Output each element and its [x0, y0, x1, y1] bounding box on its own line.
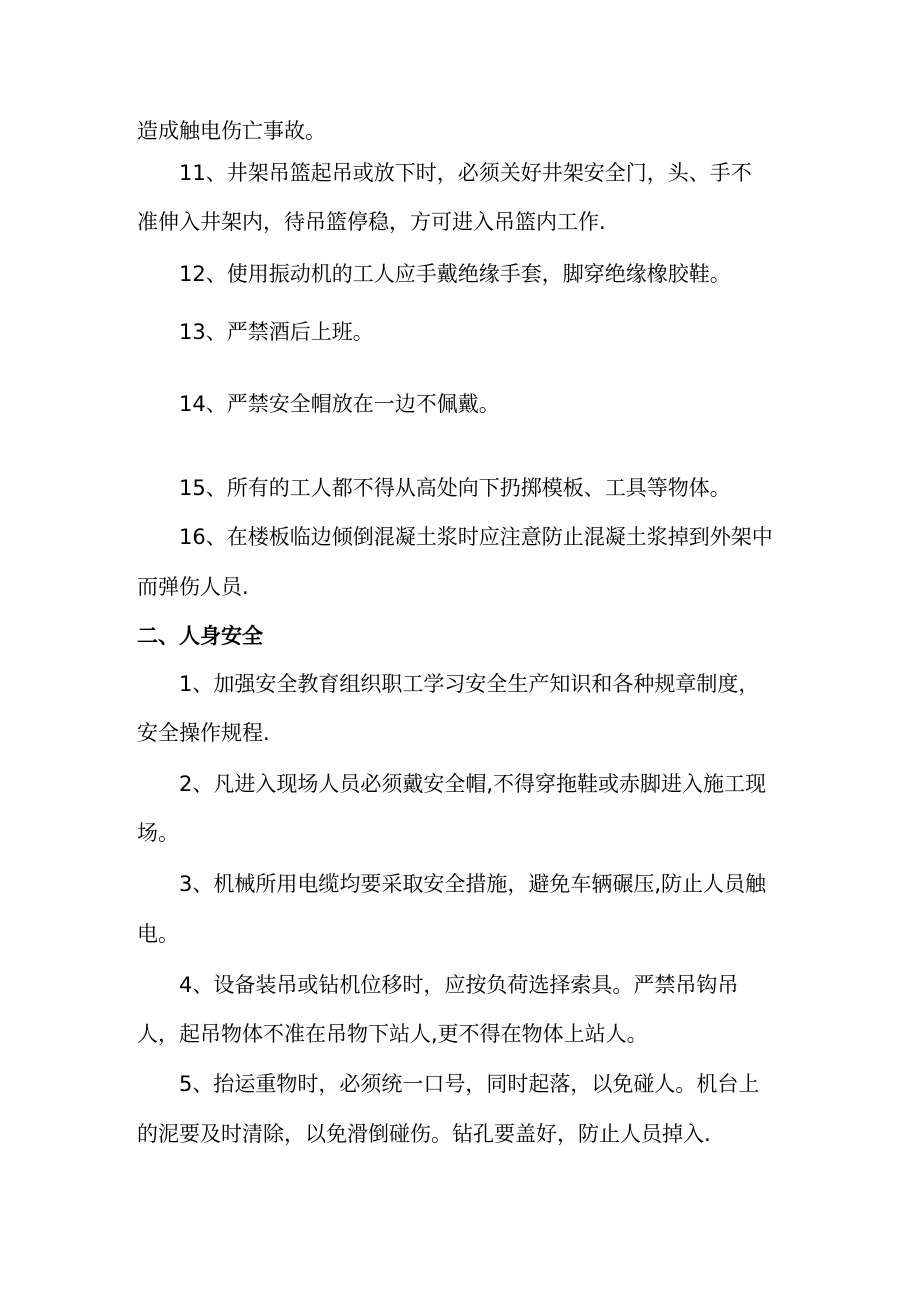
- text-line: 4、设备装吊或钻机位移时，应按负荷选择索具。严禁吊钩吊: [179, 973, 739, 997]
- text-line: 电。: [137, 922, 179, 946]
- text-line: 准伸入井架内，待吊篮停稳，方可进入吊篮内工作.: [137, 210, 606, 234]
- text-line: 造成触电伤亡事故。: [137, 119, 326, 143]
- text-line: 12、使用振动机的工人应手戴绝缘手套，脚穿绝缘橡胶鞋。: [179, 262, 731, 286]
- text-line: 安全操作规程.: [137, 721, 270, 745]
- text-line: 13、严禁酒后上班。: [179, 320, 374, 344]
- section-heading: 二、人身安全: [137, 624, 263, 648]
- text-line: 16、在楼板临边倾倒混凝土浆时应注意防止混凝土浆掉到外架中: [179, 525, 773, 549]
- text-line: 11、井架吊篮起吊或放下时，必须关好井架安全门，头、手不: [179, 161, 752, 185]
- text-line: 14、严禁安全帽放在一边不佩戴。: [179, 392, 500, 416]
- text-line: 1、加强安全教育组织职工学习安全生产知识和各种规章制度，: [179, 672, 760, 696]
- text-line: 场。: [137, 821, 179, 845]
- text-line: 5、抬运重物时，必须统一口号，同时起落，以免碰人。机台上: [179, 1072, 760, 1096]
- text-line: 人，起吊物体不准在吊物下站人,更不得在物体上站人。: [137, 1022, 648, 1046]
- text-line: 2、凡进入现场人员必须戴安全帽,不得穿拖鞋或赤脚进入施工现: [179, 772, 767, 796]
- text-line: 而弹伤人员.: [137, 575, 249, 599]
- text-line: 3、机械所用电缆均要采取安全措施，避免车辆碾压,防止人员触: [179, 872, 767, 896]
- text-line: 的泥要及时清除，以免滑倒碰伤。钻孔要盖好，防止人员掉入.: [137, 1122, 711, 1146]
- text-line: 15、所有的工人都不得从高处向下扔掷模板、工具等物体。: [179, 476, 731, 500]
